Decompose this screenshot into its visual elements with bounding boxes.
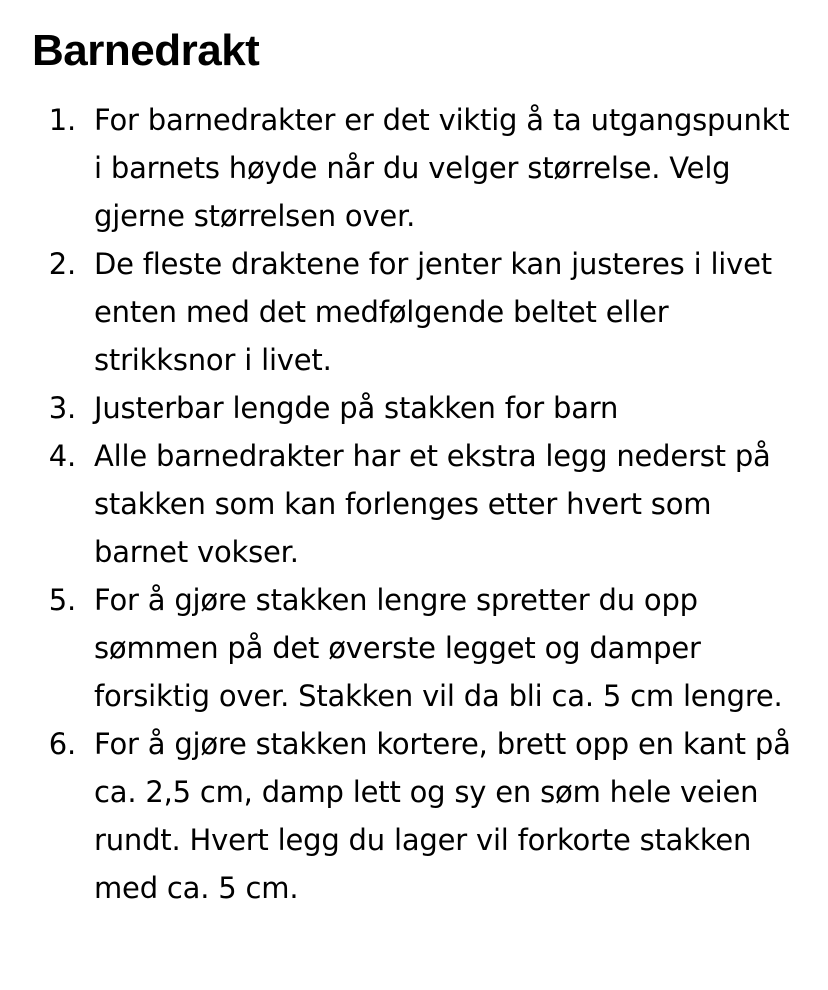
list-item-text: Justerbar lengde på stakken for barn: [94, 391, 619, 425]
list-item: [32, 576, 800, 720]
list-item: [32, 432, 800, 576]
list-item-number: 3.: [48, 391, 76, 425]
list-item: [32, 720, 800, 912]
list-item-text: For å gjøre stakken kortere, brett opp en kant på ca. 2,5 cm, damp lett og sy en søm hele veien rundt. Hvert legg du lager vil forkorte stakken med ca. 5 cm.: [94, 727, 791, 905]
list-item: [32, 96, 800, 240]
page-title: Barnedrakt: [32, 26, 260, 75]
list-item-number: 2.: [48, 247, 76, 281]
list-item-number: 4.: [48, 439, 76, 473]
list-item: [32, 240, 800, 384]
list-item-number: 1.: [48, 103, 76, 137]
list-item: [32, 384, 800, 432]
list-item-text: For å gjøre stakken lengre spretter du opp sømmen på det øverste legget og damper forsiktig over. Stakken vil da bli ca. 5 cm lengre.: [94, 583, 783, 713]
list-item-number: 5.: [48, 583, 76, 617]
list-item-text: For barnedrakter er det viktig å ta utgangspunkt i barnets høyde når du velger størrelse. Velg gjerne størrelsen over.: [94, 103, 790, 233]
list-item-number: 6.: [48, 727, 76, 761]
list-item-text: De fleste draktene for jenter kan justeres i livet enten med det medfølgende beltet eller strikksnor i livet.: [94, 247, 772, 377]
instruction-list: [32, 96, 800, 912]
list-item-text: Alle barnedrakter har et ekstra legg nederst på stakken som kan forlenges etter hvert som barnet vokser.: [94, 439, 771, 569]
